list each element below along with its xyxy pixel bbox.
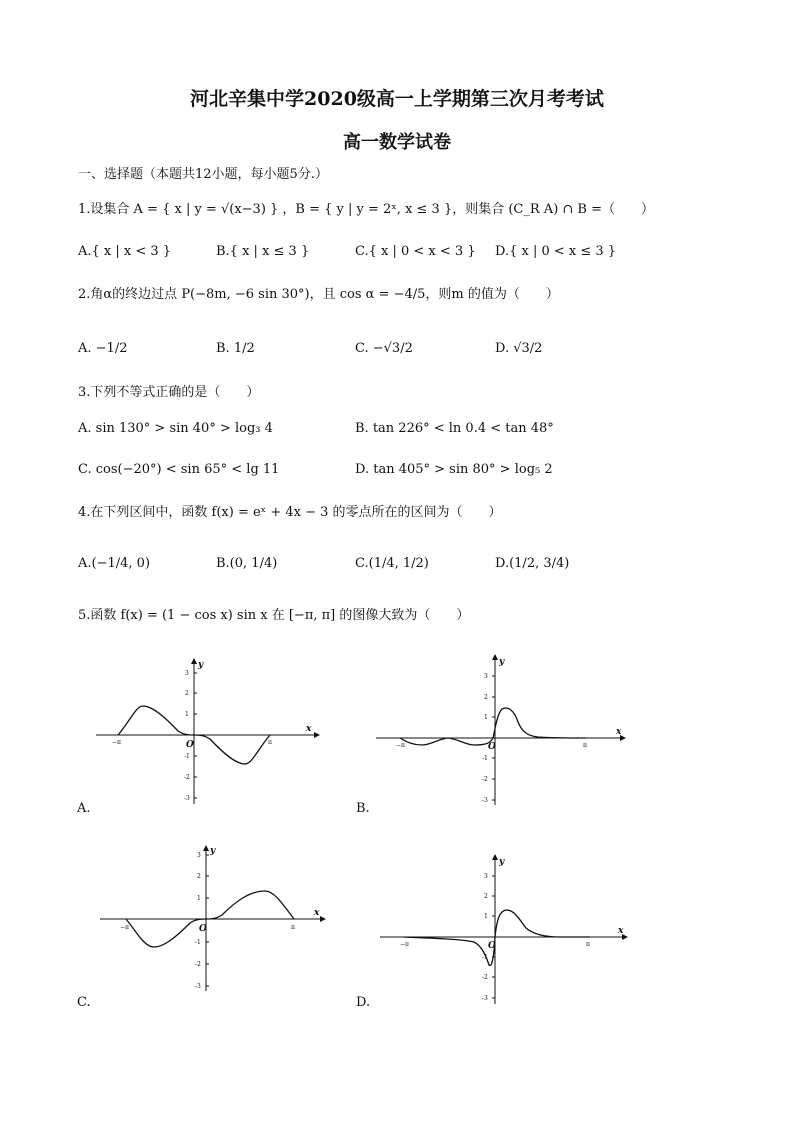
question-2-option-c: C. −√3/2 bbox=[355, 341, 413, 356]
graph-b bbox=[376, 652, 628, 807]
graph-c-ytick-m2: -2 bbox=[195, 961, 201, 968]
graph-b-x-label: x bbox=[616, 727, 622, 737]
section-heading: 一、选择题（本题共12小题，每小题5分.） bbox=[78, 167, 328, 182]
graph-b-ytick-3: 3 bbox=[484, 673, 488, 680]
question-1-stem: 1.设集合 A = { x | y = √(x−3) } ，B = { y | y = 2ˣ, x ≤ 3 }，则集合 (C_R A) ∩ B =（ ） bbox=[78, 202, 654, 217]
question-4-option-c: C.(1/4, 1/2) bbox=[355, 556, 429, 571]
graph-d-ytick-3: 3 bbox=[484, 873, 488, 880]
graph-d-ytick-m1: -1 bbox=[482, 954, 488, 961]
question-4-option-d: D.(1/2, 3/4) bbox=[495, 556, 570, 571]
question-1-option-b: B.{ x | x ≤ 3 } bbox=[216, 244, 310, 259]
question-5-stem: 5.函数 f(x) = (1 − cos x) sin x 在 [−π, π] 的图像大致为（ ） bbox=[78, 608, 470, 623]
question-3-option-c: C. cos(−20°) < sin 65° < lg 11 bbox=[78, 462, 280, 477]
graph-d-x-label: x bbox=[618, 926, 624, 936]
graph-c-ytick-1: 1 bbox=[197, 895, 201, 902]
graph-a-ytick-1: 1 bbox=[185, 711, 189, 718]
graph-b-label: B. bbox=[356, 801, 370, 816]
graph-c-y-label: y bbox=[210, 846, 216, 856]
graph-d-ytick-2: 2 bbox=[484, 893, 488, 900]
graph-c bbox=[100, 843, 328, 993]
question-3-stem: 3.下列不等式正确的是（ ） bbox=[78, 385, 260, 400]
graph-a-ytick-2: 2 bbox=[185, 690, 189, 697]
graph-a-ytick-m1: -1 bbox=[184, 753, 190, 760]
exam-subtitle: 高一数学试卷 bbox=[343, 132, 451, 153]
graph-c-ytick-m3: -3 bbox=[195, 983, 201, 990]
graph-a-ytick-3: 3 bbox=[185, 670, 189, 677]
question-4-stem: 4.在下列区间中，函数 f(x) = eˣ + 4x − 3 的零点所在的区间为（ ） bbox=[78, 505, 502, 520]
graph-a-x-label: x bbox=[306, 724, 312, 734]
graph-b-xtick-neg-pi: −π bbox=[396, 742, 405, 749]
graph-c-xtick-pi: π bbox=[291, 924, 295, 931]
graph-b-origin-label: O bbox=[488, 742, 496, 752]
graph-a-ytick-m2: -2 bbox=[184, 774, 190, 781]
graph-b-ytick-1: 1 bbox=[484, 714, 488, 721]
question-2-option-d: D. √3/2 bbox=[495, 341, 543, 356]
graph-b-ytick-m3: -3 bbox=[482, 797, 488, 804]
question-1-option-c: C.{ x | 0 < x < 3 } bbox=[355, 244, 476, 259]
question-3-option-d: D. tan 405° > sin 80° > log₅ 2 bbox=[355, 462, 553, 477]
graph-d-label: D. bbox=[356, 995, 371, 1010]
graph-b-ytick-m1: -1 bbox=[482, 755, 488, 762]
question-1-option-a: A.{ x | x < 3 } bbox=[78, 244, 172, 259]
graph-c-label: C. bbox=[77, 995, 91, 1010]
graph-c-ytick-m1: -1 bbox=[195, 939, 201, 946]
graph-d-ytick-m2: -2 bbox=[482, 974, 488, 981]
graph-a-label: A. bbox=[77, 801, 91, 816]
question-1-option-d: D.{ x | 0 < x ≤ 3 } bbox=[495, 244, 617, 259]
graph-d-origin-label: O bbox=[488, 941, 496, 951]
exam-title: 河北辛集中学2020级高一上学期第三次月考考试 bbox=[190, 88, 604, 110]
graph-d-y-label: y bbox=[499, 857, 505, 867]
graph-a bbox=[96, 656, 321, 806]
question-2-option-b: B. 1/2 bbox=[216, 341, 255, 356]
graph-a-y-label: y bbox=[198, 660, 204, 670]
graph-a-xtick-pi: π bbox=[268, 739, 272, 746]
graph-c-x-label: x bbox=[314, 908, 320, 918]
graph-b-ytick-2: 2 bbox=[484, 694, 488, 701]
graph-d bbox=[380, 852, 630, 1007]
question-3-option-b: B. tan 226° < ln 0.4 < tan 48° bbox=[355, 421, 554, 436]
graph-d-ytick-1: 1 bbox=[484, 913, 488, 920]
graph-a-origin-label: O bbox=[186, 740, 194, 750]
graph-d-xtick-pi: π bbox=[586, 941, 590, 948]
graph-d-xtick-neg-pi: −π bbox=[400, 941, 409, 948]
graph-c-ytick-3: 3 bbox=[197, 852, 201, 859]
graph-b-ytick-m2: -2 bbox=[482, 776, 488, 783]
graph-a-ytick-m3: -3 bbox=[184, 795, 190, 802]
question-2-option-a: A. −1/2 bbox=[78, 341, 128, 356]
graph-d-ytick-m3: -3 bbox=[482, 995, 488, 1002]
graph-b-xtick-pi: π bbox=[583, 742, 587, 749]
question-2-stem: 2.角α的终边过点 P(−8m, −6 sin 30°)，且 cos α = −4/5，则m 的值为（ ） bbox=[78, 287, 559, 302]
graph-c-ytick-2: 2 bbox=[197, 873, 201, 880]
question-4-option-b: B.(0, 1/4) bbox=[216, 556, 278, 571]
graph-a-xtick-neg-pi: −π bbox=[112, 739, 121, 746]
question-4-option-a: A.(−1/4, 0) bbox=[78, 556, 151, 571]
question-3-option-a: A. sin 130° > sin 40° > log₃ 4 bbox=[78, 421, 273, 436]
graph-c-xtick-neg-pi: −π bbox=[120, 924, 129, 931]
graph-b-y-label: y bbox=[499, 657, 505, 667]
graph-c-origin-label: O bbox=[199, 924, 207, 934]
